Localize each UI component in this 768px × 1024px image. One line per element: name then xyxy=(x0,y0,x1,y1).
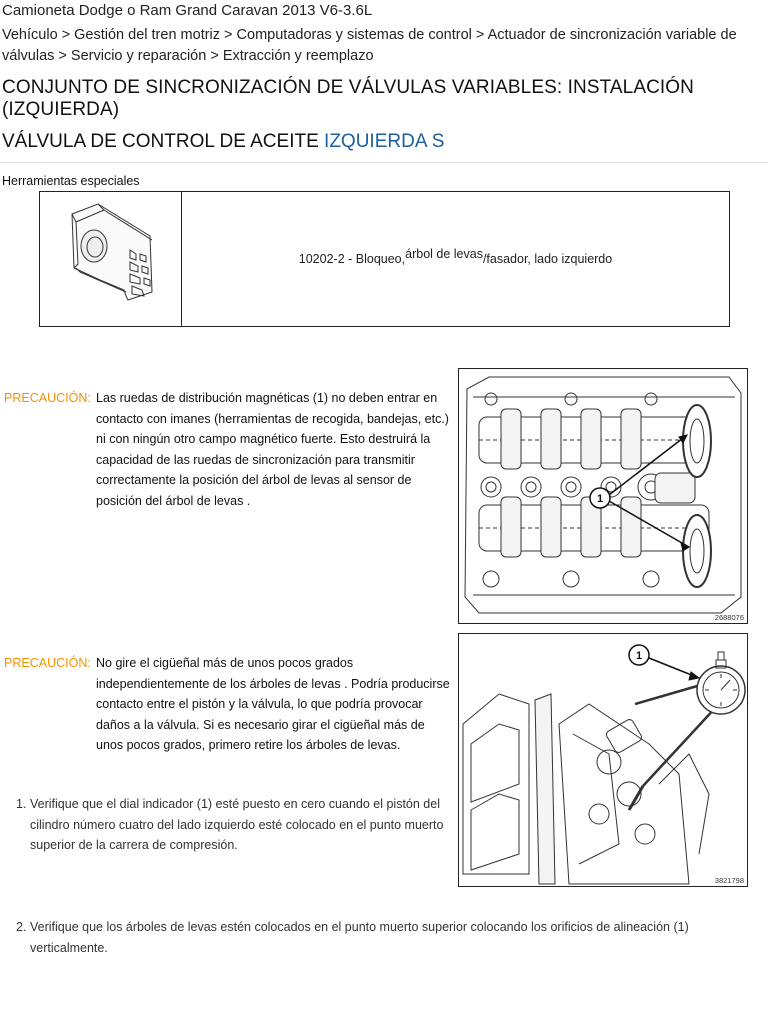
step-number: 2. xyxy=(16,920,27,934)
caution-label: PRECAUCIÓN: xyxy=(4,391,91,405)
step-text: Verifique que el dial indicador (1) esté puesto en cero cuando el pistón del cilindro número cuatro del lado izquierdo esté colocado en el punto muerto superior de la carrera de compresión. xyxy=(30,797,444,852)
tool-desc-c: /fasador, lado izquierdo xyxy=(482,252,613,266)
section-title xyxy=(2,131,444,153)
vehicle-title: Camioneta Dodge o Ram Grand Caravan 2013 V6-3.6L xyxy=(2,2,373,19)
figure-code: 2688076 xyxy=(714,613,744,622)
figure-code: 3821798 xyxy=(714,876,744,885)
figure-dial-indicator xyxy=(458,633,748,887)
section-title-main: VÁLVULA DE CONTROL DE ACEITE xyxy=(2,131,325,152)
caution-label: PRECAUCIÓN: xyxy=(4,656,91,670)
section-title-accent: IZQUIERDA S xyxy=(324,131,445,152)
figure-callout: 1 xyxy=(635,650,643,662)
page-title: CONJUNTO DE SINCRONIZACIÓN DE VÁLVULAS VARIABLES: INSTALACIÓN (IZQUIERDA) xyxy=(2,77,695,120)
camshaft-lock-tool-icon xyxy=(40,192,182,326)
tool-description xyxy=(182,192,729,326)
tool-desc-a: 10202-2 - Bloqueo, xyxy=(298,252,406,266)
figure-callout: 1 xyxy=(596,493,604,505)
step-text: Verifique que los árboles de levas estén colocados en el punto muerto superior colocando los orificios de alineación (1) verticalmente. xyxy=(30,920,689,955)
cylinder-head-drawing xyxy=(459,369,747,623)
breadcrumb[interactable]: Vehículo > Gestión del tren motriz > Computadoras y sistemas de control > Actuador de sincronización variable de válvulas > Servicio y reparación > Extracción y reemplazo xyxy=(2,27,737,64)
dial-indicator-drawing xyxy=(459,634,747,886)
tool-drawing xyxy=(40,192,181,326)
caution-text: Las ruedas de distribución magnéticas (1) no deben entrar en contacto con imanes (herramientas de recogida, bandejas, etc.) ni con ningún otro campo magnético fuerte. Esto destruirá la capacidad de las ruedas de sincronización para transmitir correctamente la posición del árbol de levas al sensor de posición del árbol de levas . xyxy=(96,391,449,508)
figure-timing-wheels xyxy=(458,368,748,624)
divider xyxy=(0,162,768,163)
step-number: 1. xyxy=(16,797,27,811)
tool-desc-b: árbol de levas xyxy=(405,247,483,261)
special-tools-table xyxy=(39,191,730,327)
caution-text: No gire el cigüeñal más de unos pocos grados independientemente de los árboles de levas . Podría producirse contacto entre el pistón y la válvula, lo que podría provocar daños a la válvula. Si es necesario girar el cigüeñal más de unos pocos grados, primero retire los árboles de levas. xyxy=(96,656,450,752)
special-tools-label: Herramientas especiales xyxy=(2,174,140,188)
